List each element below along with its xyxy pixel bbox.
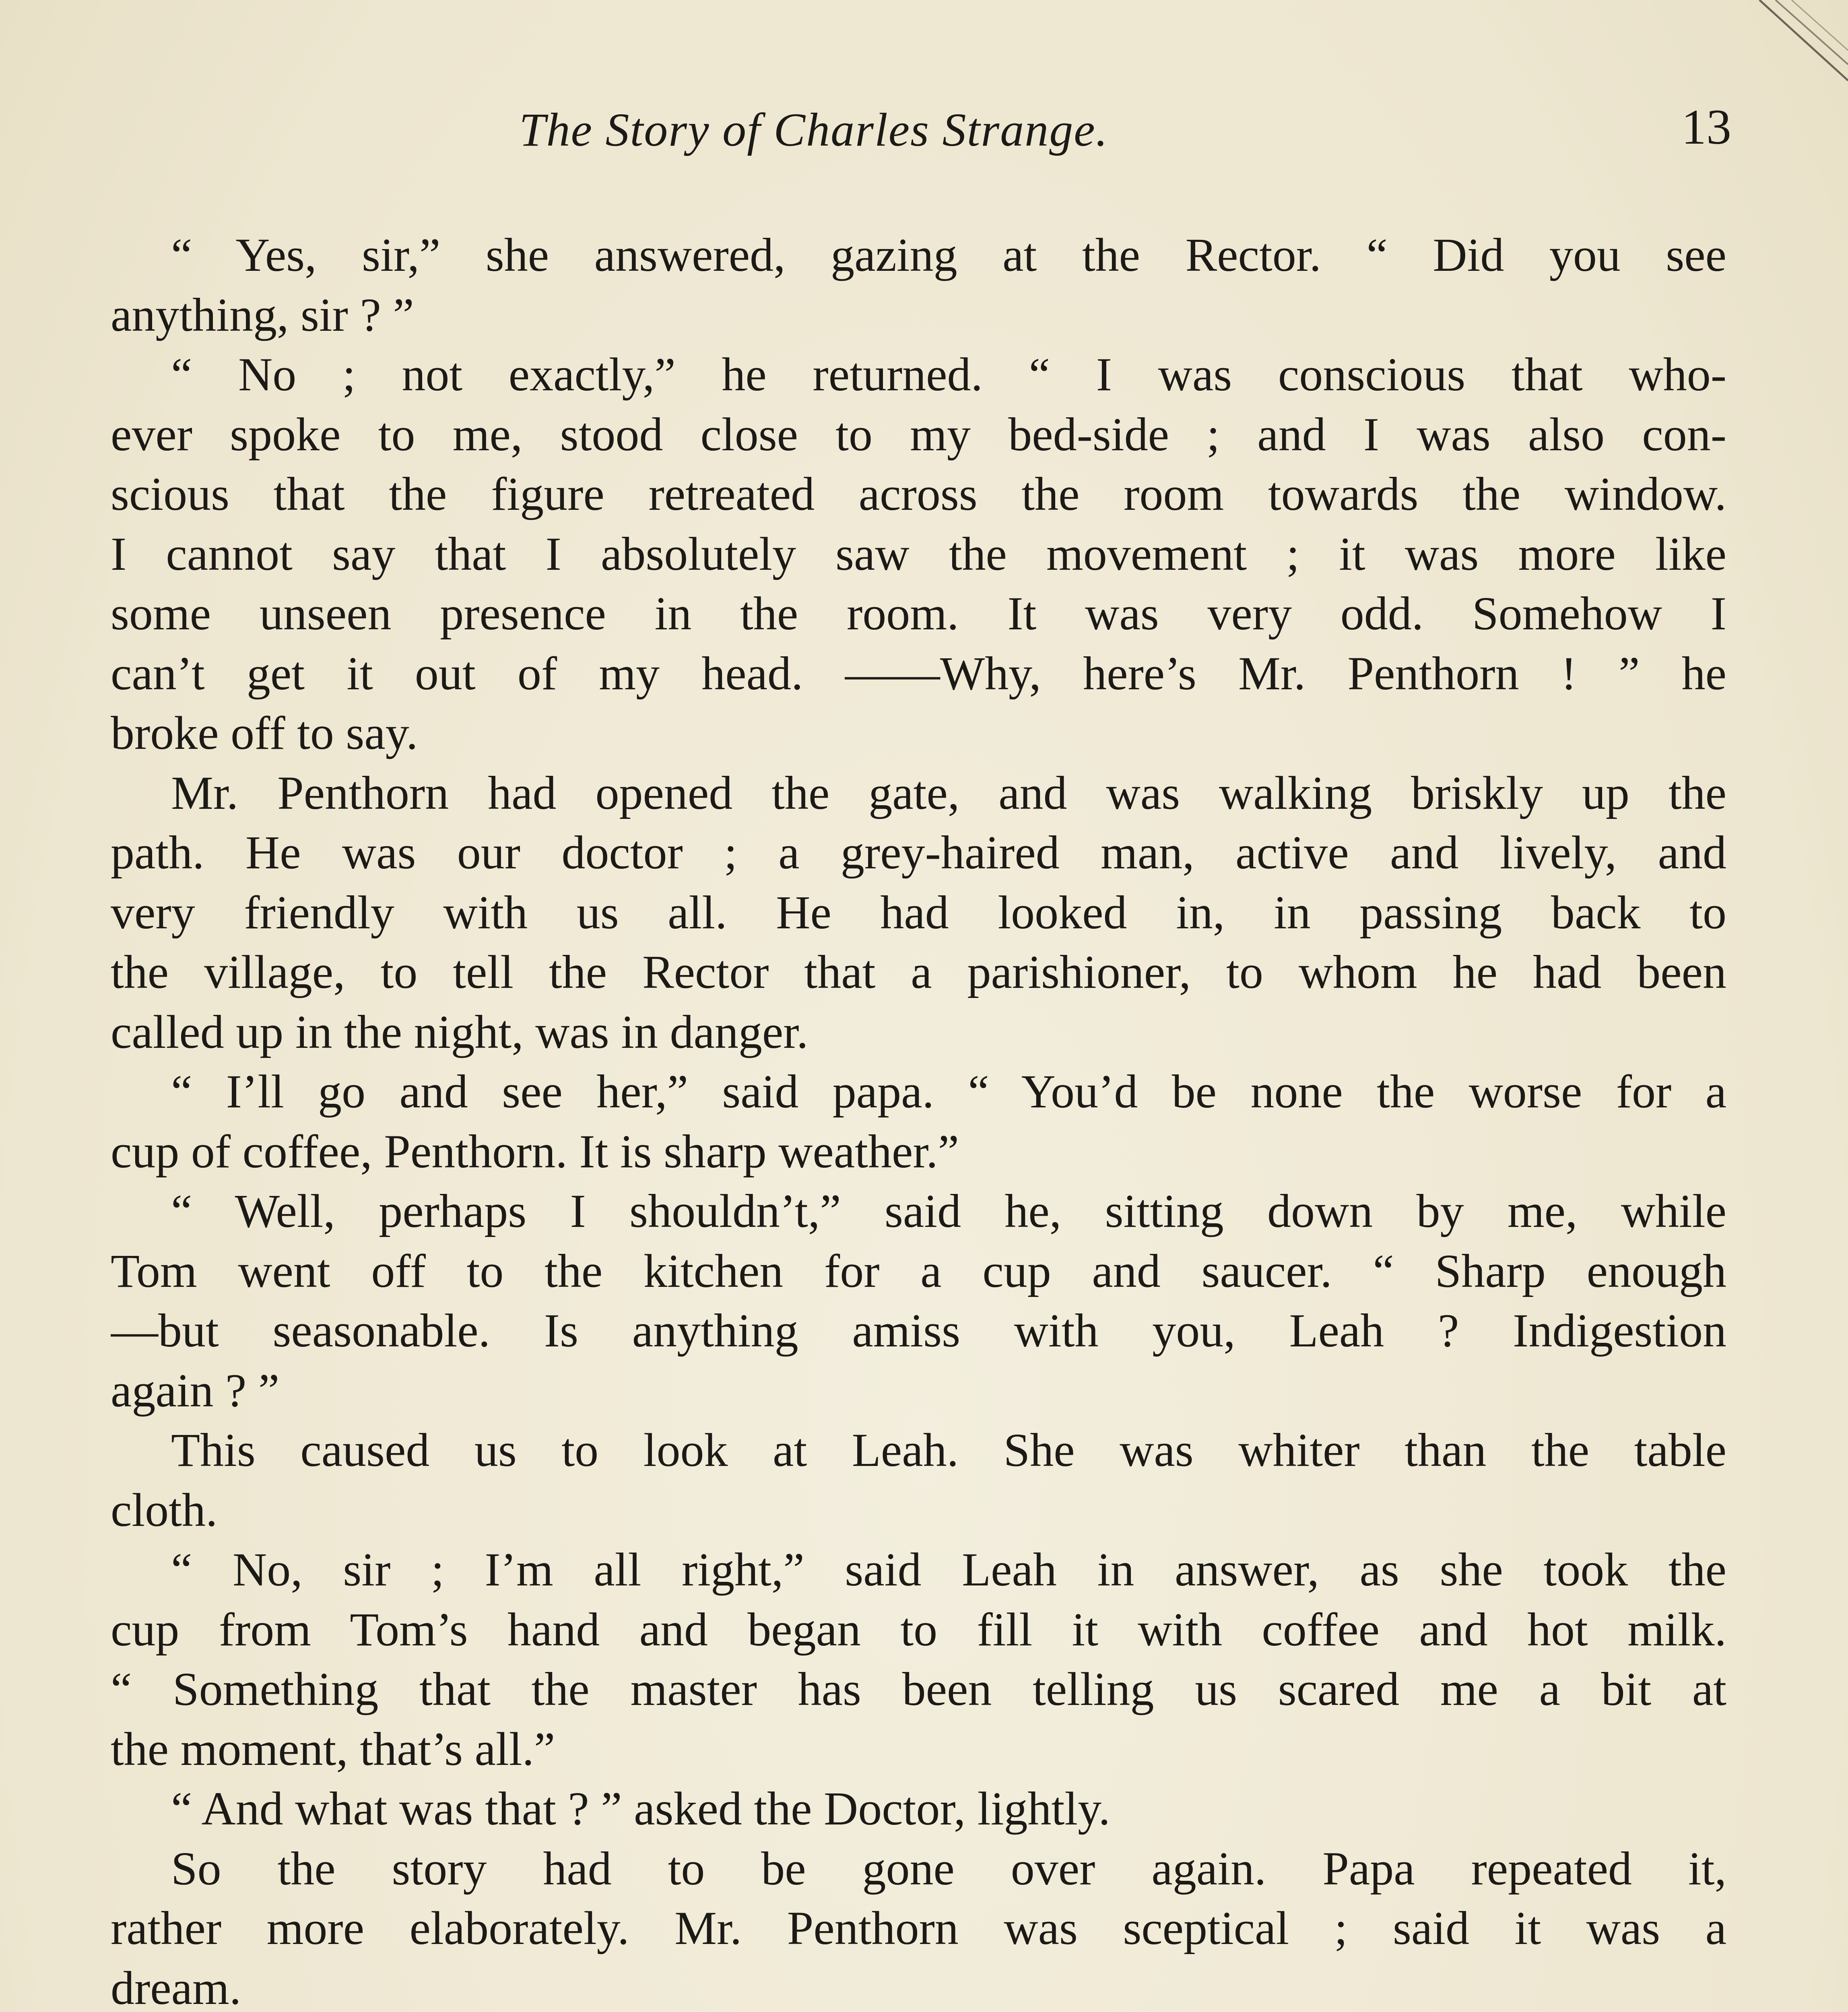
text-line: anything, sir ? ”: [111, 288, 414, 341]
text-line: cloth.: [111, 1483, 218, 1536]
text-line: “ Yes, sir,” she answered, gazing at the Rector. “ Did you see: [171, 229, 1726, 281]
text-line: very friendly with us all. He had looked in, in passing back to: [111, 886, 1726, 939]
text-line: “ No ; not exactly,” he returned. “ I was conscious that who-: [171, 348, 1726, 401]
text-line: rather more elaborately. Mr. Penthorn was sceptical ; said it was a: [111, 1902, 1726, 1954]
running-title: The Story of Charles Strange.: [519, 103, 1109, 156]
text-line: dream.: [111, 1961, 241, 2012]
text-line: Mr. Penthorn had opened the gate, and was walking briskly up the: [171, 766, 1726, 819]
text-line: —but seasonable. Is anything amiss with you, Leah ? Indigestion: [111, 1304, 1726, 1357]
text-line: “ Something that the master has been telling us scared me a bit at: [111, 1663, 1726, 1715]
text-line: again ? ”: [111, 1364, 280, 1417]
text-line: some unseen presence in the room. It was very odd. Somehow I: [111, 587, 1726, 640]
text-line: the village, to tell the Rector that a parishioner, to whom he had been: [111, 946, 1726, 998]
text-line: “ I’ll go and see her,” said papa. “ You’d be none the worse for a: [171, 1065, 1726, 1118]
text-line: ever spoke to me, stood close to my bed-side ; and I was also con-: [111, 408, 1726, 461]
text-line: I cannot say that I absolutely saw the movement ; it was more like: [111, 527, 1726, 580]
text-line: cup of coffee, Penthorn. It is sharp weather.”: [111, 1125, 959, 1178]
text-line: cup from Tom’s hand and began to fill it with coffee and hot milk.: [111, 1603, 1726, 1656]
text-line: called up in the night, was in danger.: [111, 1005, 808, 1058]
text-line: “ Well, perhaps I shouldn’t,” said he, sitting down by me, while: [171, 1185, 1726, 1237]
text-line: So the story had to be gone over again. Papa repeated it,: [171, 1842, 1726, 1895]
body-text: [111, 225, 1726, 2012]
text-line: the moment, that’s all.”: [111, 1722, 555, 1775]
page-number: 13: [1681, 99, 1731, 155]
text-line: This caused us to look at Leah. She was whiter than the table: [171, 1424, 1726, 1476]
text-line: “ And what was that ? ” asked the Doctor, lightly.: [171, 1782, 1110, 1835]
text-line: can’t get it out of my head. ——Why, here’s Mr. Penthorn ! ” he: [111, 647, 1726, 700]
text-line: Tom went off to the kitchen for a cup and saucer. “ Sharp enough: [111, 1244, 1726, 1297]
page-corner-fold: [1743, 0, 1848, 105]
text-line: “ No, sir ; I’m all right,” said Leah in answer, as she took the: [171, 1543, 1726, 1596]
text-line: path. He was our doctor ; a grey-haired man, active and lively, and: [111, 826, 1726, 879]
text-line: broke off to say.: [111, 707, 418, 759]
text-line: scious that the figure retreated across the room towards the window.: [111, 468, 1726, 520]
